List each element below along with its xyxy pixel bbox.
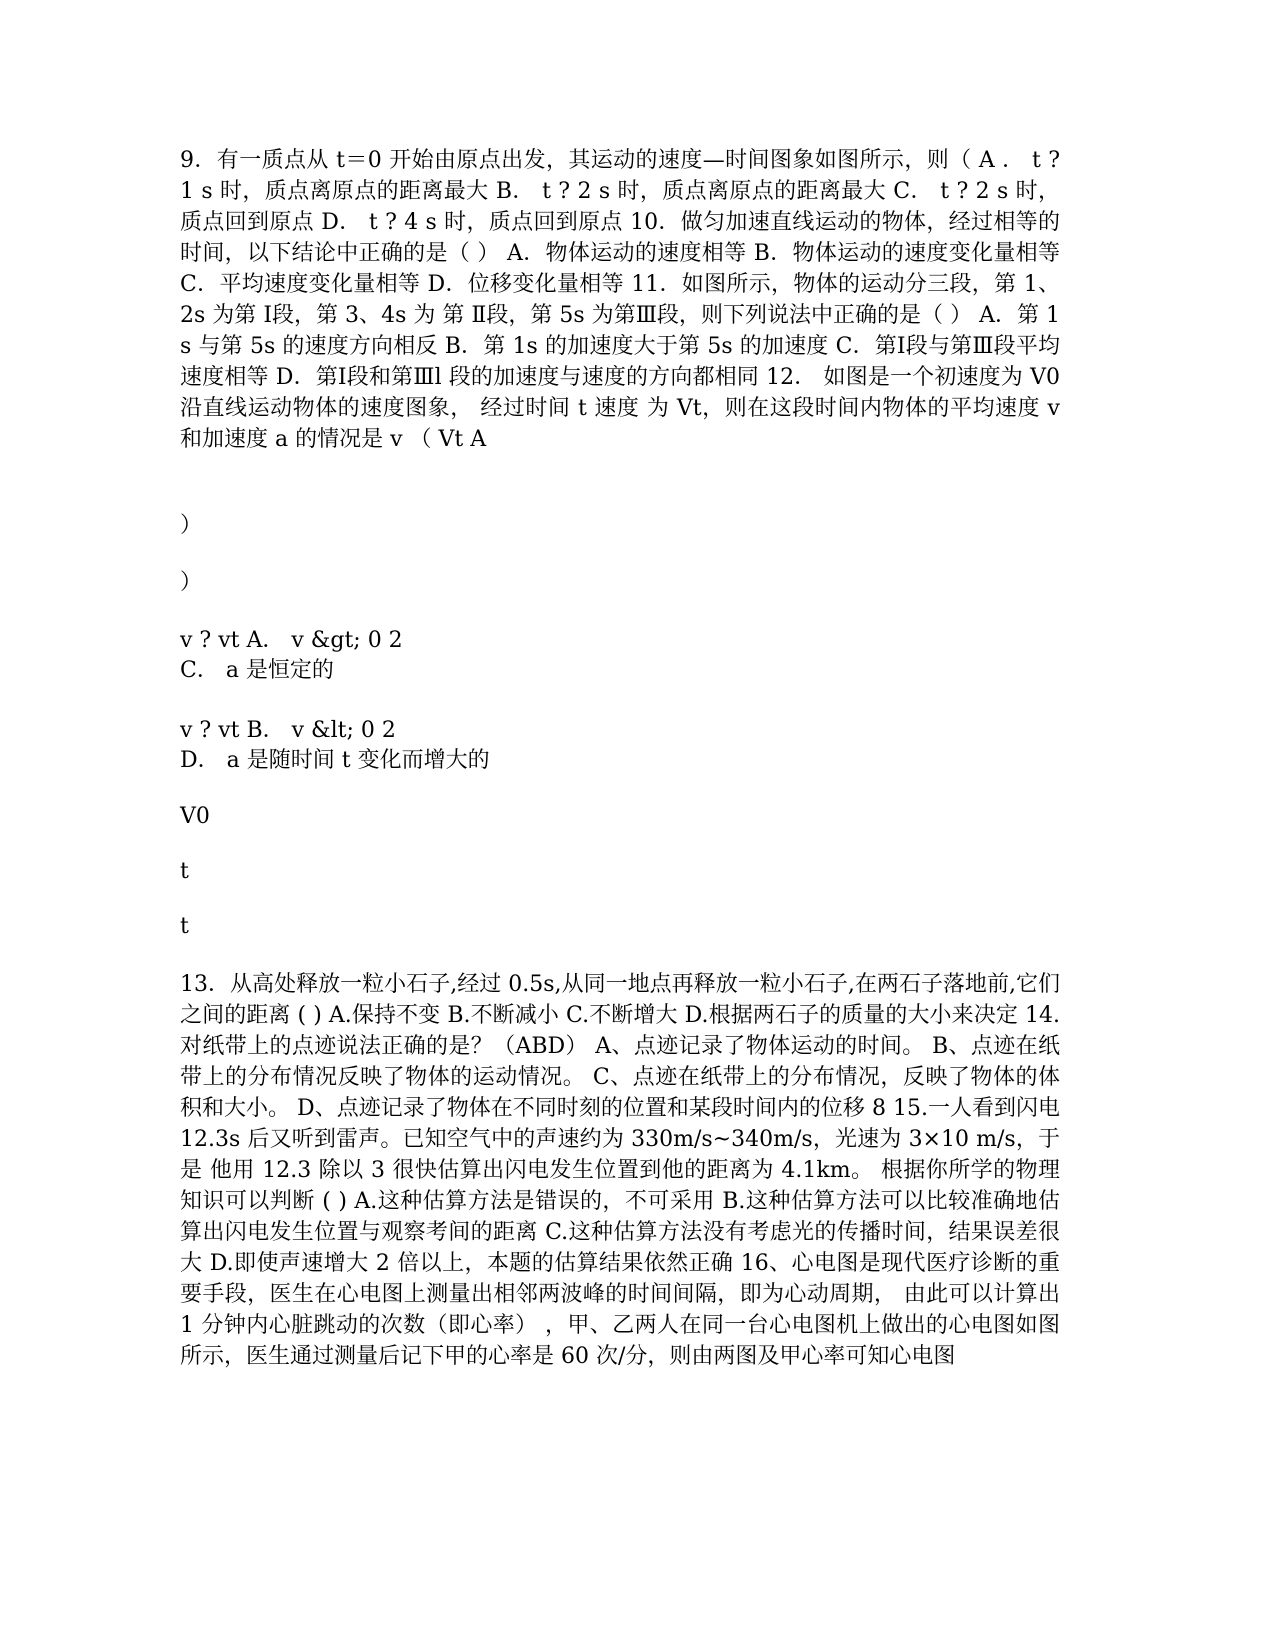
closing-paren-2: ） — [180, 570, 203, 595]
figure-label-v0: V0 — [180, 804, 210, 829]
paragraph-questions-13-16: 13．从高处释放一粒小石子,经过 0.5s,从同一地点再释放一粒小石子,在两石子落地前,它们之间的距离 ( ) A.保持不变 B.不断减小 C.不断增大 D.根据两石子的质量的大小来决定 14.对纸带上的点迹说法正确的是？（ABD） A、点迹记录了物体运动的时间。 B、点迹在纸带上的分布情况反映了物体的运动情况。 C、点迹在纸带上的分布情况，反映了物体的体积和大小。 D、点迹记录了物体在不同时刻的位置和某段时间内的位移 8 15.一人看到闪电 12.3s 后又听到雷声。已知空气中的声速约为 330m/s~340m/s，光速为 3×10 m/s，于是 他用 12.3 除以 3 很快估算出闪电发生位置到他的距离为 4.1km。 根据你所学的物理知识可以判断 ( ) A.这种估算方法是错误的，不可采用 B.这种估算方法可以比较准确地估算出闪电发生位置与观察考间的距离 C.这种估算方法没有考虑光的传播时间，结果误差很大 D.即使声速增大 2 倍以上，本题的估算结果依然正确 16、心电图是现代医疗诊断的重要手段，医生在心电图上测量出相邻两波峰的时间间隔，即为心动周期， 由此可以计算出 1 分钟内心脏跳动的次数（即心率） ，甲、乙两人在同一台心电图机上做出的心电图如图所示，医生通过测量后记下甲的心率是 60 次/分，则由两图及甲心率可知心电图 — [180, 972, 1060, 1369]
option-b: v ? vt B． v &lt; 0 2 — [180, 718, 396, 743]
figure-label-t-axis: t — [180, 914, 189, 939]
option-d: D． a 是随时间 t 变化而增大的 — [180, 748, 490, 773]
option-a: v ? vt A． v &gt; 0 2 — [180, 628, 403, 653]
closing-paren-1: ） — [180, 513, 203, 538]
figure-label-t: t — [180, 859, 189, 884]
paragraph-questions-9-12: 9．有一质点从 t＝0 开始由原点出发，其运动的速度—时间图象如图所示，则（ A ． t ? 1 s 时，质点离原点的距离最大 B． t ? 2 s 时，质点离原点的距离最大 C． t ? 2 s 时，质点回到原点 D． t ? 4 s 时，质点回到原点 10．做匀加速直线运动的物体，经过相等的时间，以下结论中正确的是（ ） A．物体运动的速度相等 B．物体运动的速度变化量相等 C．平均速度变化量相等 D．位移变化量相等 11．如图所示，物体的运动分三段，第 1、2s 为第 Ⅰ段，第 3、4s 为 第 Ⅱ段，第 5s 为第Ⅲ段，则下列说法中正确的是（ ） A．第 1s 与第 5s 的速度方向相反 B．第 1s 的加速度大于第 5s 的加速度 C．第Ⅰ段与第Ⅲ段平均速度相等 D．第Ⅰ段和第Ⅲl 段的加速度与速度的方向都相同 12． 如图是一个初速度为 V0 沿直线运动物体的速度图象， 经过时间 t 速度 为 Vt，则在这段时间内物体的平均速度 v 和加速度 a 的情况是 v （ Vt A — [180, 148, 1060, 452]
option-c: C． a 是恒定的 — [180, 658, 334, 683]
